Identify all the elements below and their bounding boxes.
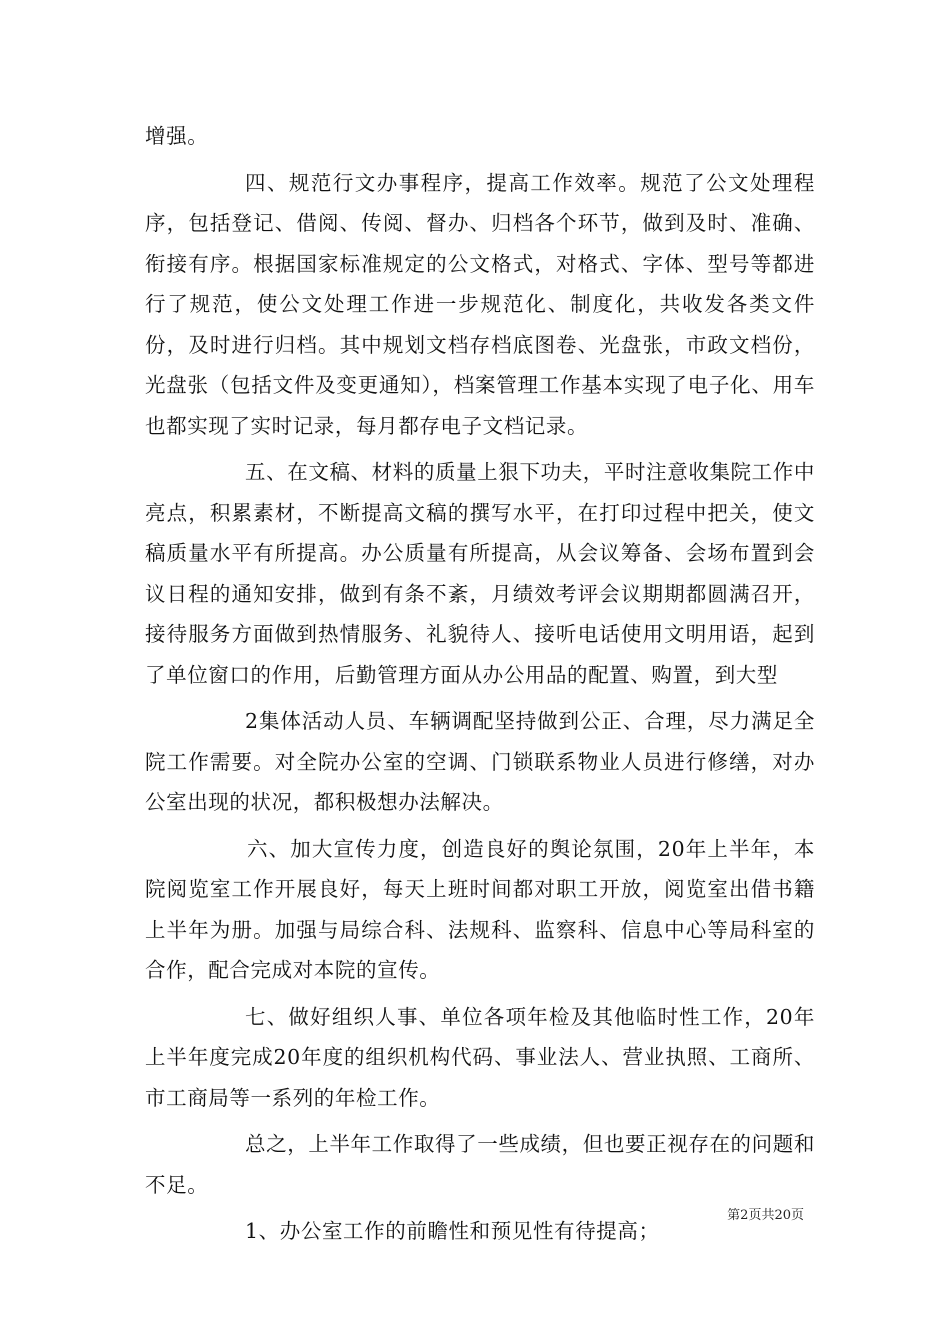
page-number-footer: 第2页共20页 (727, 1208, 804, 1223)
paragraph-section-5: 五、在文稿、材料的质量上狠下功夫，平时注意收集院工作中亮点，积累素材，不断提高文稿的撰写水平，在打印过程中把关，使文稿质量水平有所提高。办公质量有所提高，从会议筹备、会场布置到会议日程的通知安排，做到有条不紊，月绩效考评会议期期都圆满召开，接待服务方面做到热情服务、礼貌待人、接听电话使用文明用语，起到了单位窗口的作用，后勤管理方面从办公用品的配置、购置，到大型 (145, 460, 815, 687)
paragraph-summary: 总之，上半年工作取得了一些成绩，但也要正视存在的问题和不足。 (145, 1132, 815, 1197)
paragraph-section-7: 七、做好组织人事、单位各项年检及其他临时性工作，20年上半年度完成20年度的组织机构代码、事业法人、营业执照、工商所、市工商局等一系列的年检工作。 (145, 1004, 815, 1110)
body-text (145, 116, 815, 1258)
paragraph-issue-1: 1、办公室工作的前瞻性和预见性有待提高； (245, 1219, 660, 1243)
paragraph-section-6: 六、加大宣传力度，创造良好的舆论氛围，20年上半年，本院阅览室工作开展良好，每天上班时间都对职工开放，阅览室出借书籍上半年为册。加强与局综合科、法规科、监察科、信息中心等局科室的合作，配合完成对本院的宣传。 (145, 836, 815, 982)
paragraph-section-5-cont: 2集体活动人员、车辆调配坚持做到公正、合理，尽力满足全院工作需要。对全院办公室的空调、门锁联系物业人员进行修缮，对办公室出现的状况，都积极想办法解决。 (145, 709, 815, 814)
paragraph-section-4: 四、规范行文办事程序，提高工作效率。规范了公文处理程序，包括登记、借阅、传阅、督办、归档各个环节，做到及时、准确、衔接有序。根据国家标准规定的公文格式，对格式、字体、型号等都进行了规范，使公文处理工作进一步规范化、制度化，共收发各类文件份，及时进行归档。其中规划文档存档底图卷、光盘张，市政文档份，光盘张（包括文件及变更通知），档案管理工作基本实现了电子化、用车也都实现了实时记录，每月都存电子文档记录。 (145, 170, 815, 438)
paragraph-continuation: 增强。 (145, 124, 209, 148)
